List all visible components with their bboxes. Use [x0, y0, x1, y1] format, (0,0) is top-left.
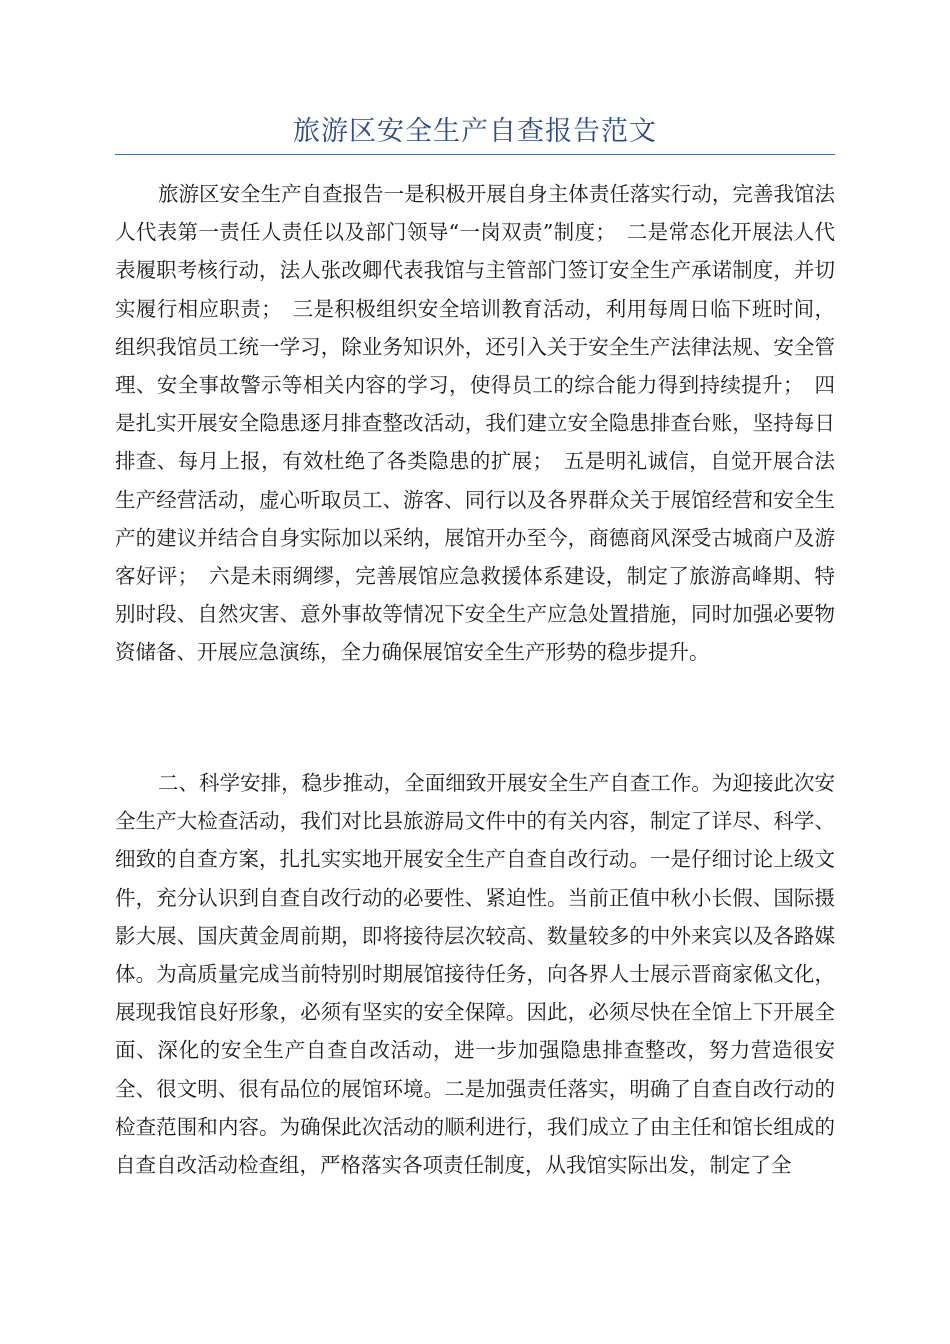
- paragraph-2: 二、科学安排，稳步推动，全面细致开展安全生产自查工作。为迎接此次安全生产大检查活动，我们对比县旅游局文件中的有关内容，制定了详尽、科学、细致的自查方案，扎扎实实地开展安全生产自查自改行动。一是仔细讨论上级文件，充分认识到自查自改行动的必要性、紧迫性。当前正值中秋小长假、国际摄影大展、国庆黄金周前期，即将接待层次较高、数量较多的中外来宾以及各路媒体。为高质量完成当前特别时期展馆接待任务，向各界人士展示晋商家俬文化，展现我馆良好形象，必须有坚实的安全保障。因此，必须尽快在全馆上下开展全面、深化的安全生产自查自改活动，进一步加强隐患排查整改，努力营造很安全、很文明、很有品位的展馆环境。二是加强责任落实，明确了自查自改行动的检查范围和内容。为确保此次活动的顺利进行，我们成立了由主任和馆长组成的自查自改活动检查组，严格落实各项责任制度，从我馆实际出发，制定了全: [115, 771, 835, 1178]
- title-underline: [115, 154, 835, 155]
- document-title: 旅游区安全生产自查报告范文: [293, 116, 657, 147]
- paragraph-1: 旅游区安全生产自查报告一是积极开展自身主体责任落实行动，完善我馆法人代表第一责任人责任以及部门领导“一岗双责”制度； 二是常态化开展法人代表履职考核行动，法人张改卿代表我馆与主管部门签订安全生产承诺制度，并切实履行相应职责； 三是积极组织安全培训教育活动，利用每周日临下班时间，组织我馆员工统一学习，除业务知识外，还引入关于安全生产法律法规、安全管理、安全事故警示等相关内容的学习，使得员工的综合能力得到持续提升； 四是扎实开展安全隐患逐月排查整改活动，我们建立安全隐患排查台账，坚持每日排查、每月上报，有效杜绝了各类隐患的扩展； 五是明礼诚信，自觉开展合法生产经营活动，虚心听取员工、游客、同行以及各界群众关于展馆经营和安全生产的建议并结合自身实际加以采纳，展馆开办至今，商德商风深受古城商户及游客好评； 六是未雨绸缪，完善展馆应急救援体系建设，制定了旅游高峰期、特别时段、自然灾害、意外事故等情况下安全生产应急处置措施，同时加强必要物资储备、开展应急演练，全力确保展馆安全生产形势的稳步提升。: [115, 182, 835, 665]
